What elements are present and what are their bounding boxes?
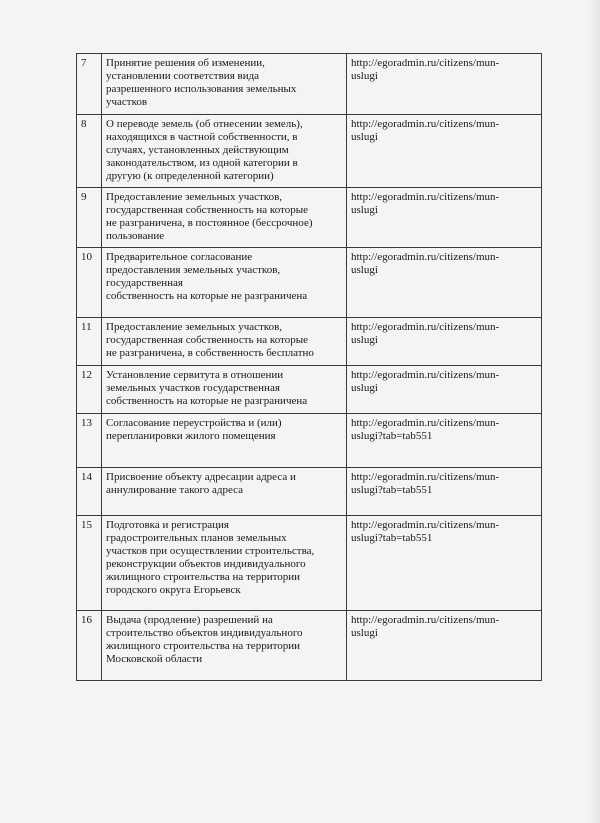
service-link-line: http://egoradmin.ru/citizens/mun- xyxy=(351,251,500,263)
service-link-line: uslugi xyxy=(351,264,378,276)
service-name-line: Присвоение объекту адресации адреса и xyxy=(106,471,296,483)
service-link xyxy=(347,188,542,248)
service-name-line: Предоставление земельных участков, xyxy=(106,191,283,203)
row-number: 13 xyxy=(77,414,102,468)
service-name xyxy=(102,188,347,248)
service-link-line: uslugi xyxy=(351,382,378,394)
service-link-line: http://egoradmin.ru/citizens/mun- xyxy=(351,471,500,483)
service-name xyxy=(102,54,347,115)
row-number: 11 xyxy=(77,318,102,366)
table-row xyxy=(77,115,542,188)
table-row xyxy=(77,611,542,681)
service-name-line: случаях, установленных действующим xyxy=(106,144,289,156)
service-name-line: О переводе земель (об отнесении земель), xyxy=(106,118,303,130)
service-name-line: перепланировки жилого помещения xyxy=(106,430,276,442)
service-name-line: Согласование переустройства и (или) xyxy=(106,417,282,429)
service-name-line: городского округа Егорьевск xyxy=(106,584,241,596)
service-link xyxy=(347,115,542,188)
service-link xyxy=(347,516,542,611)
service-name-line: Подготовка и регистрация xyxy=(106,519,229,531)
service-name-line: участков при осуществлении строительства, xyxy=(106,545,315,557)
service-link-line: uslugi?tab=tab551 xyxy=(351,532,433,544)
service-name-line: пользование xyxy=(106,230,165,242)
service-name-line: собственность на которые не разграничена xyxy=(106,395,308,407)
service-name-line: государственная собственность на которые xyxy=(106,204,308,216)
service-link-line: uslugi?tab=tab551 xyxy=(351,484,433,496)
service-name-line: законодательством, из одной категории в xyxy=(106,157,298,169)
service-name-line: Принятие решения об изменении, xyxy=(106,57,265,69)
service-name-line: установлении соответствия вида xyxy=(106,70,260,82)
row-number: 7 xyxy=(77,54,102,115)
service-link-line: http://egoradmin.ru/citizens/mun- xyxy=(351,191,500,203)
service-link xyxy=(347,248,542,318)
service-link xyxy=(347,414,542,468)
table-row xyxy=(77,318,542,366)
table-row xyxy=(77,414,542,468)
service-link-line: http://egoradmin.ru/citizens/mun- xyxy=(351,57,500,69)
service-name-line: другую (к определенной категории) xyxy=(106,170,274,182)
service-link-line: http://egoradmin.ru/citizens/mun- xyxy=(351,519,500,531)
service-name xyxy=(102,516,347,611)
service-name xyxy=(102,468,347,516)
service-name-line: участков xyxy=(106,96,148,108)
service-link-line: http://egoradmin.ru/citizens/mun- xyxy=(351,417,500,429)
service-name-line: предоставления земельных участков, xyxy=(106,264,281,276)
service-name xyxy=(102,115,347,188)
row-number: 8 xyxy=(77,115,102,188)
row-number: 12 xyxy=(77,366,102,414)
service-link-line: uslugi xyxy=(351,334,378,346)
service-name-line: разрешенного использования земельных xyxy=(106,83,297,95)
table-row xyxy=(77,366,542,414)
row-number: 15 xyxy=(77,516,102,611)
service-name-line: аннулирование такого адреса xyxy=(106,484,244,496)
service-name-line: Установление сервитута в отношении xyxy=(106,369,284,381)
table-row xyxy=(77,468,542,516)
service-name xyxy=(102,366,347,414)
service-link-line: uslugi xyxy=(351,204,378,216)
service-link xyxy=(347,318,542,366)
service-name-line: государственная xyxy=(106,277,183,289)
services-table-body xyxy=(77,54,542,681)
service-link xyxy=(347,54,542,115)
service-name-line: градостроительных планов земельных xyxy=(106,532,287,544)
services-table xyxy=(76,53,542,681)
service-link xyxy=(347,468,542,516)
service-name xyxy=(102,414,347,468)
service-link-line: http://egoradmin.ru/citizens/mun- xyxy=(351,118,500,130)
service-link xyxy=(347,611,542,681)
service-name-line: государственная собственность на которые xyxy=(106,334,308,346)
service-name-line: Предоставление земельных участков, xyxy=(106,321,283,333)
service-name xyxy=(102,248,347,318)
service-name-line: земельных участков государственная xyxy=(106,382,280,394)
service-name-line: Московской области xyxy=(106,653,203,665)
service-link-line: http://egoradmin.ru/citizens/mun- xyxy=(351,321,500,333)
table-row xyxy=(77,248,542,318)
service-name-line: не разграничена, в постоянное (бессрочное) xyxy=(106,217,313,229)
service-link-line: uslugi xyxy=(351,70,378,82)
service-link-line: uslugi xyxy=(351,131,378,143)
service-name-line: жилищного строительства на территории xyxy=(106,571,301,583)
table-row xyxy=(77,188,542,248)
row-number: 14 xyxy=(77,468,102,516)
row-number: 10 xyxy=(77,248,102,318)
service-link xyxy=(347,366,542,414)
service-name-line: жилищного строительства на территории xyxy=(106,640,301,652)
scan-edge-shadow xyxy=(586,0,600,823)
service-name-line: Предварительное согласование xyxy=(106,251,253,263)
service-link-line: uslugi?tab=tab551 xyxy=(351,430,433,442)
service-name xyxy=(102,318,347,366)
service-name-line: строительство объектов индивидуального xyxy=(106,627,303,639)
table-row xyxy=(77,516,542,611)
service-name-line: Выдача (продление) разрешений на xyxy=(106,614,273,626)
table-row xyxy=(77,54,542,115)
service-name-line: находящихся в частной собственности, в xyxy=(106,131,298,143)
service-link-line: http://egoradmin.ru/citizens/mun- xyxy=(351,369,500,381)
service-name-line: собственность на которые не разграничена xyxy=(106,290,308,302)
row-number: 9 xyxy=(77,188,102,248)
row-number: 16 xyxy=(77,611,102,681)
service-link-line: uslugi xyxy=(351,627,378,639)
service-name-line: не разграничена, в собственность бесплатно xyxy=(106,347,314,359)
service-link-line: http://egoradmin.ru/citizens/mun- xyxy=(351,614,500,626)
service-name xyxy=(102,611,347,681)
service-name-line: реконструкции объектов индивидуального xyxy=(106,558,306,570)
